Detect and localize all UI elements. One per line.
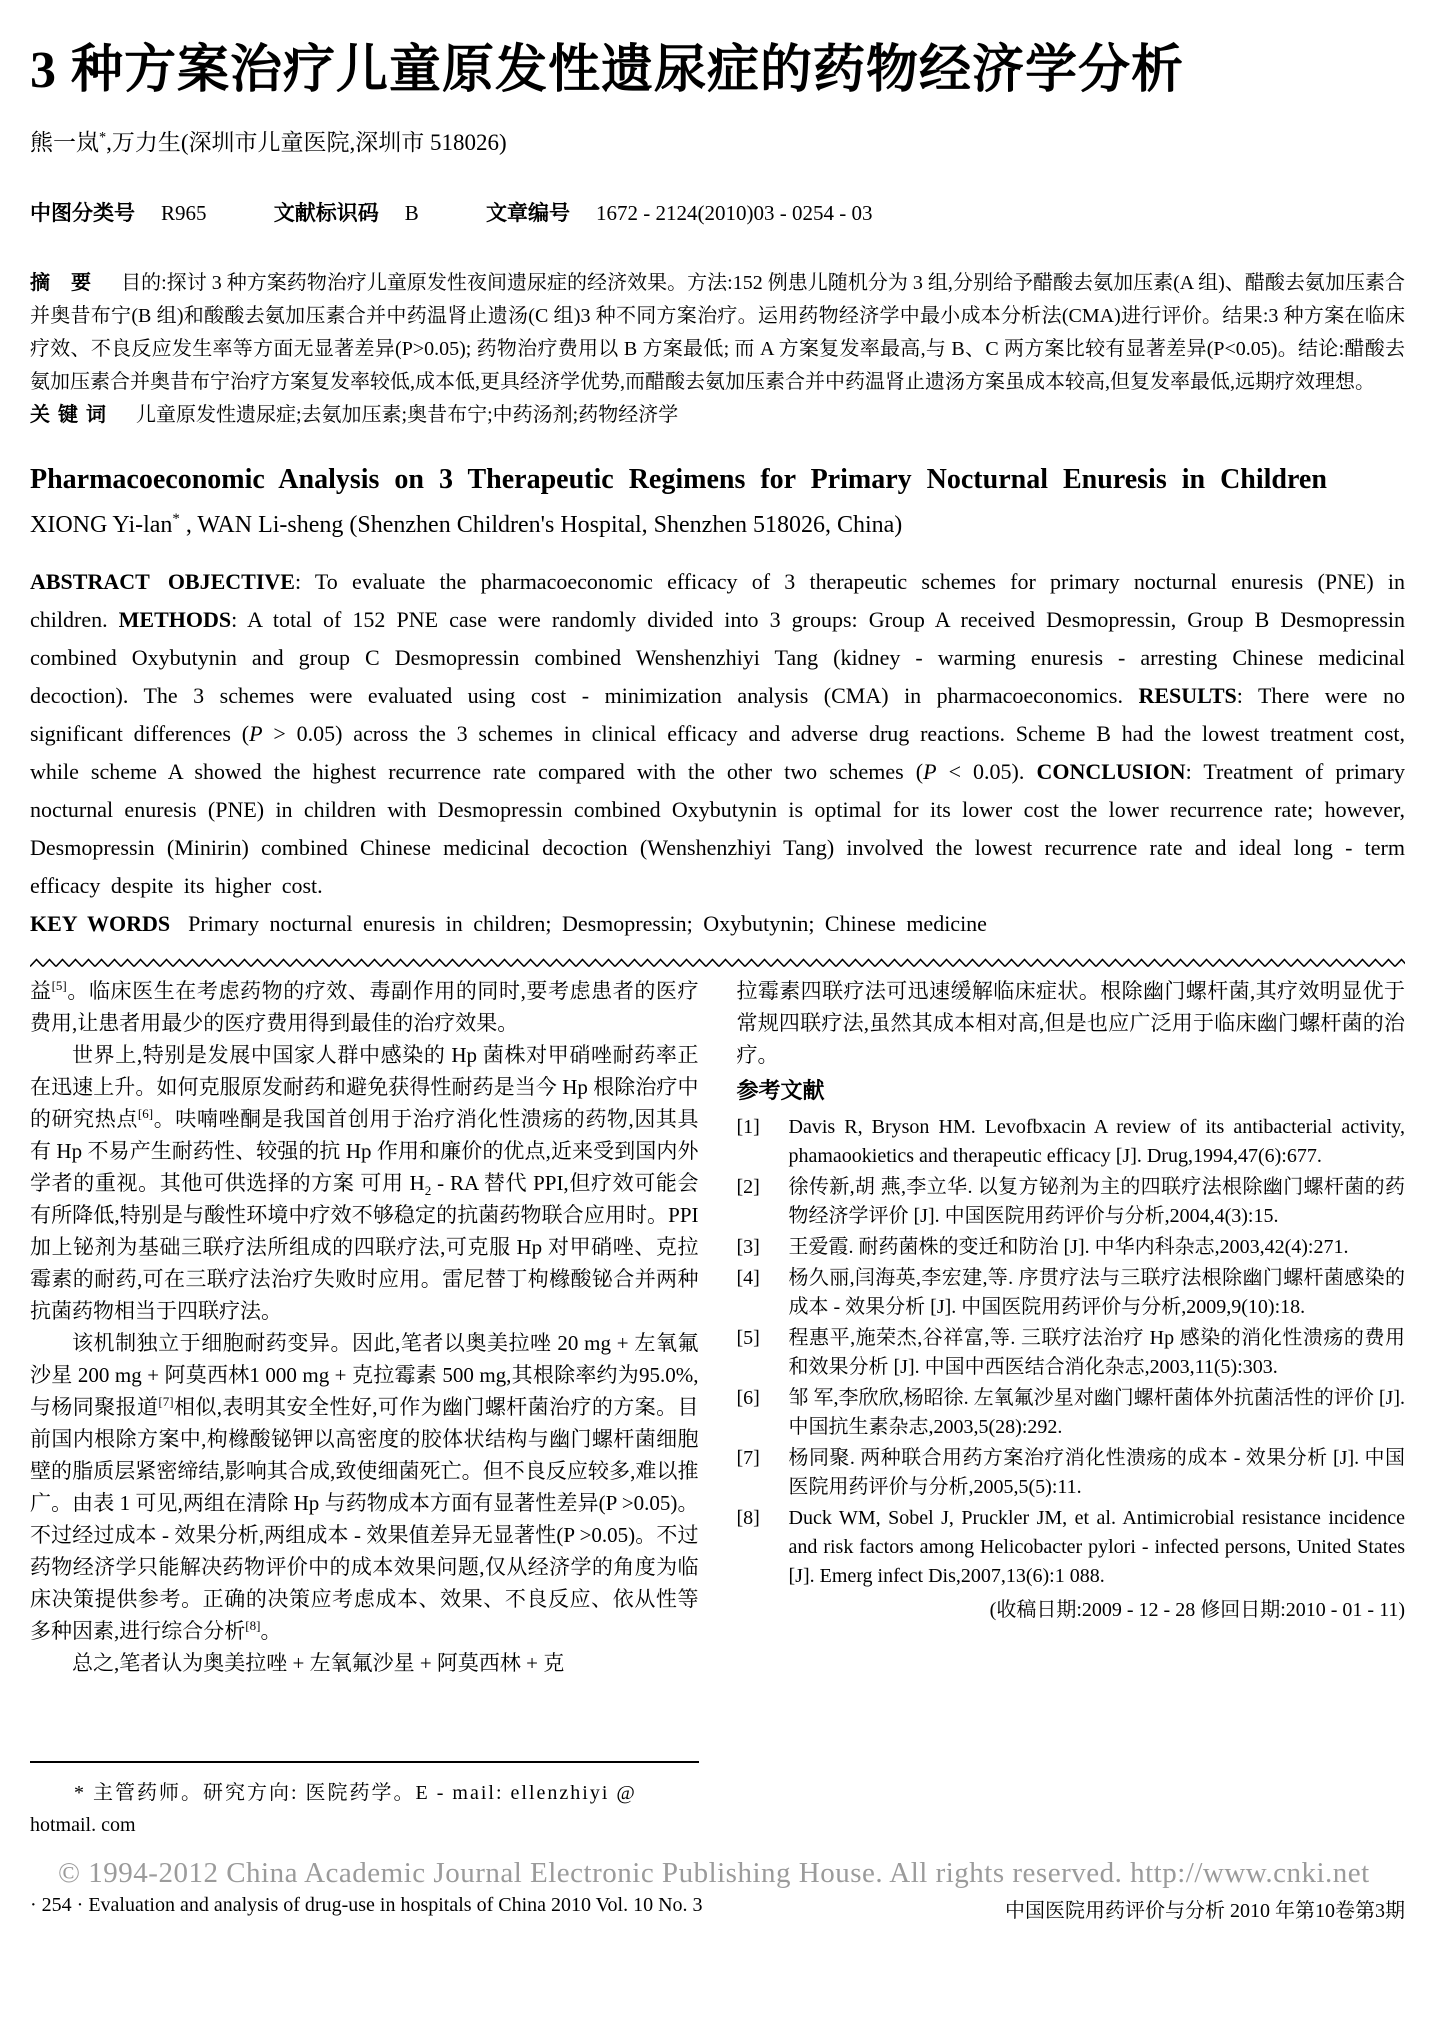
left-column-paragraphs	[30, 975, 699, 1679]
author-footnote-marker: *	[99, 129, 107, 146]
author-name-en: XIONG Yi-lan	[30, 512, 173, 538]
references-heading: 参考文献	[736, 1078, 825, 1103]
reference-text: 杨久丽,闫海英,李宏建,等. 序贯疗法与三联疗法根除幽门螺杆菌感染的成本 - 效果分析 [J]. 中国医院用药评价与分析,2009,9(10):18.	[788, 1267, 1405, 1318]
article-meta-line	[30, 197, 1405, 227]
body-paragraph: 该机制独立于细胞耐药变异。因此,笔者以奥美拉唑 20 mg + 左氧氟沙星 200 mg + 阿莫西林1 000 mg + 克拉霉素 500 mg,其根除率约为95.0%,与杨同聚报道[7]相似,表明其安全性好,可作为幽门螺杆菌治疗的方案。目前国内根除方案中,枸橼酸铋钾以高密度的胶体状结构与幽门螺杆菌细胞壁的脂质层紧密缔结,影响其合成,致使细菌死亡。但不良反应较多,难以推广。由表 1 可见,两组在清除 Hp 与药物成本方面有显著性差异(P >0.05)。不过经过成本 - 效果分析,两组成本 - 效果值差异无显著性(P >0.05)。不过药物经济学只能解决药物评价中的成本效果问题,仅从经济学的角度为临床决策提供参考。正确的决策应考虑成本、效果、不良反应、依从性等多种因素,进行综合分析[8]。	[30, 1331, 699, 1643]
body-paragraph: 总之,笔者认为奥美拉唑 + 左氧氟沙星 + 阿莫西林 + 克	[72, 1651, 565, 1675]
right-column	[737, 975, 1406, 1841]
reference-label: [1]	[736, 1116, 760, 1138]
reference-item	[737, 1444, 1406, 1502]
author-footnote	[30, 1761, 699, 1841]
keywords-en-label: KEY WORDS	[30, 911, 171, 936]
reference-item	[737, 1504, 1406, 1591]
references-list	[737, 1113, 1406, 1591]
author-footnote-marker-en: *	[172, 511, 180, 527]
abstract-en	[30, 563, 1405, 905]
keywords-cn	[30, 399, 1405, 432]
clc-number: 中图分类号 R965	[30, 201, 207, 225]
authors-affiliation-en: , WAN Li-sheng (Shenzhen Children's Hospital, Shenzhen 518026, China)	[179, 512, 903, 538]
right-column-intro: 拉霉素四联疗法可迅速缓解临床症状。根除幽门螺杆菌,其疗效明显优于常规四联疗法,虽然其成本相对高,但是也应广泛用于临床幽门螺杆菌的治疗。	[736, 979, 1405, 1067]
reference-text: 王爱霞. 耐药菌株的变迁和防治 [J]. 中华内科杂志,2003,42(4):271.	[788, 1236, 1349, 1258]
footnote-rule	[30, 1761, 699, 1763]
footnote-line-1: * 主管药师。研究方向: 医院药学。E - mail: ellenzhiyi @	[74, 1782, 637, 1804]
reference-text: 程惠平,施荣杰,谷祥富,等. 三联疗法治疗 Hp 感染的消化性溃疡的费用和效果分析 [J]. 中国中西医结合消化杂志,2003,11(5):303.	[788, 1327, 1405, 1378]
reference-item	[737, 1173, 1406, 1231]
keywords-cn-text: 儿童原发性遗尿症;去氨加压素;奥昔布宁;中药汤剂;药物经济学	[136, 404, 679, 426]
authors-en	[30, 512, 1405, 539]
abstract-cn-text: 目的:探讨 3 种方案药物治疗儿童原发性夜间遗尿症的经济效果。方法:152 例患儿随机分为 3 组,分别给予醋酸去氨加压素(A 组)、醋酸去氨加压素合并奥昔布宁(B 组)和酸酸去氨加压素合并中药温肾止遗汤(C 组)3 种不同方案治疗。运用药物经济学中最小成本分析法(CMA)进行评价。结果:3 种方案在临床疗效、不良反应发生率等方面无显著差异(P>0.05); 药物治疗费用以 B 方案最低; 而 A 方案复发率最高,与 B、C 两方案比较有显著差异(P<0.05)。结论:醋酸去氨加压素合并奥昔布宁治疗方案复发率较低,成本低,更具经济学优势,而醋酸去氨加压素合并中药温肾止遗汤方案虽成本较高,但复发率最低,远期疗效理想。	[30, 272, 1406, 393]
article-title-cn: 3 种方案治疗儿童原发性遗尿症的药物经济学分析	[30, 42, 1185, 99]
article-id: 文章编号 1672 - 2124(2010)03 - 0254 - 03	[486, 201, 873, 225]
reference-label: [3]	[736, 1236, 760, 1258]
reference-item	[737, 1113, 1406, 1171]
footer-right-journal-info: 中国医院用药评价与分析 2010 年第10卷第3期	[1005, 1900, 1405, 1922]
reference-label: [6]	[736, 1387, 760, 1409]
reference-item	[737, 1264, 1406, 1322]
reference-text: Davis R, Bryson HM. Levofbxacin A review of its antibacterial activity, phamaookietics and therapeutic efficacy [J]. Drug,1994,47(6):677.	[788, 1116, 1405, 1167]
reference-text: 杨同聚. 两种联合用药方案治疗消化性溃疡的成本 - 效果分析 [J]. 中国医院用药评价与分析,2005,5(5):11.	[788, 1447, 1405, 1498]
article-title-en: Pharmacoeconomic Analysis on 3 Therapeutic Regimens for Primary Nocturnal Enuresis in Children	[30, 464, 1327, 495]
reference-label: [7]	[736, 1447, 760, 1469]
keywords-en-text: Primary nocturnal enuresis in children; Desmopressin; Oxybutynin; Chinese medicine	[188, 911, 987, 936]
reference-label: [2]	[736, 1176, 760, 1198]
abstract-en-text: OBJECTIVE: To evaluate the pharmacoeconomic efficacy of 3 therapeutic schemes for primary nocturnal enuresis (PNE) in children. METHODS: A total of 152 PNE case were randomly divided into 3 groups: Group A received Desmopressin, Group B Desmopressin combined Oxybutynin and group C Desmopressin combined Wenshenzhiyi Tang (kidney - warming enuresis - arresting Chinese medicinal decoction). The 3 schemes were evaluated using cost - minimization analysis (CMA) in pharmacoeconomics. RESULTS: There were no significant differences (P > 0.05) across the 3 schemes in clinical efficacy and adverse drug reactions. Scheme B had the lowest treatment cost, while scheme A showed the highest recurrence rate compared with the other two schemes (P < 0.05). CONCLUSION: Treatment of primary nocturnal enuresis (PNE) in children with Desmopressin combined Oxybutynin is optimal for its lower cost the lower recurrence rate; however, Desmopressin (Minirin) combined Chinese medicinal decoction (Wenshenzhiyi Tang) involved the lowest recurrence rate and ideal long - term efficacy despite its higher cost.	[30, 569, 1406, 898]
keywords-cn-label: 关键词	[30, 404, 114, 426]
received-dates: (收稿日期:2009 - 12 - 28 修回日期:2010 - 01 - 11)	[989, 1599, 1405, 1621]
document-code: 文献标识码 B	[273, 201, 419, 225]
reference-label: [8]	[736, 1507, 760, 1529]
footnote-line-2: hotmail. com	[30, 1814, 136, 1836]
reference-label: [5]	[736, 1327, 760, 1349]
authors-affiliation-cn: ,万力生(深圳市儿童医院,深圳市 518026)	[106, 130, 507, 155]
reference-text: 徐传新,胡 燕,李立华. 以复方铋剂为主的四联疗法根除幽门螺杆菌的药物经济学评价 [J]. 中国医院用药评价与分析,2004,4(3):15.	[788, 1176, 1405, 1227]
reference-item	[737, 1233, 1406, 1262]
abstract-cn-label: 摘 要	[30, 272, 100, 294]
reference-item	[737, 1324, 1406, 1382]
reference-text: 邹 军,李欣欣,杨昭徐. 左氧氟沙星对幽门螺杆菌体外抗菌活性的评价 [J]. 中国抗生素杂志,2003,5(28):292.	[788, 1387, 1405, 1438]
author-name-cn: 熊一岚	[30, 130, 99, 155]
body-paragraph: 世界上,特别是发展中国家人群中感染的 Hp 菌株对甲硝唑耐药率正在迅速上升。如何克服原发耐药和避免获得性耐药是当今 Hp 根除治疗中的研究热点[6]。呋喃唑酮是我国首创用于治疗消化性溃疡的药物,因其具有 Hp 不易产生耐药性、较强的抗 Hp 作用和廉价的优点,近来受到国内外学者的重视。其他可供选择的方案 可用 $H_2$ - RA 替代 PPI,但疗效可能会有所降低,特别是与酸性环境中疗效不够稳定的抗菌药物联合应用时。PPI 加上铋剂为基础三联疗法所组成的四联疗法,可克服 Hp 对甲硝唑、克拉霉素的耐药,可在三联疗法治疗失败时应用。雷尼替丁枸橼酸铋合并两种抗菌药物相当于四联疗法。	[30, 1043, 699, 1323]
reference-item	[737, 1384, 1406, 1442]
authors-cn	[30, 124, 1405, 157]
zigzag-svg	[30, 958, 1405, 968]
abstract-cn	[30, 267, 1405, 399]
reference-label: [4]	[736, 1267, 760, 1289]
keywords-en	[30, 905, 1405, 943]
abstract-en-label: ABSTRACT	[30, 569, 150, 594]
reference-text: Duck WM, Sobel J, Pruckler JM, et al. Antimicrobial resistance incidence and risk factors among Helicobacter pylori - infected persons, United States [J]. Emerg infect Dis,2007,13(6):1 088.	[788, 1507, 1405, 1587]
footer-left-page-info: · 254 · Evaluation and analysis of drug-use in hospitals of China 2010 Vol. 10 No. 3	[30, 1894, 703, 1916]
section-divider-zigzag	[30, 955, 1405, 965]
left-column	[30, 975, 699, 1841]
body-paragraph: 益[5]。临床医生在考虑药物的疗效、毒副作用的同时,要考虑患者的医疗费用,让患者用最少的医疗费用得到最佳的治疗效果。	[30, 978, 699, 1035]
page-footer	[30, 1894, 1405, 1923]
cnki-watermark: © 1994-2012 China Academic Journal Electronic Publishing House. All rights reserved. http://www.cnki.net	[58, 1857, 1370, 1889]
two-column-body	[30, 975, 1405, 1841]
